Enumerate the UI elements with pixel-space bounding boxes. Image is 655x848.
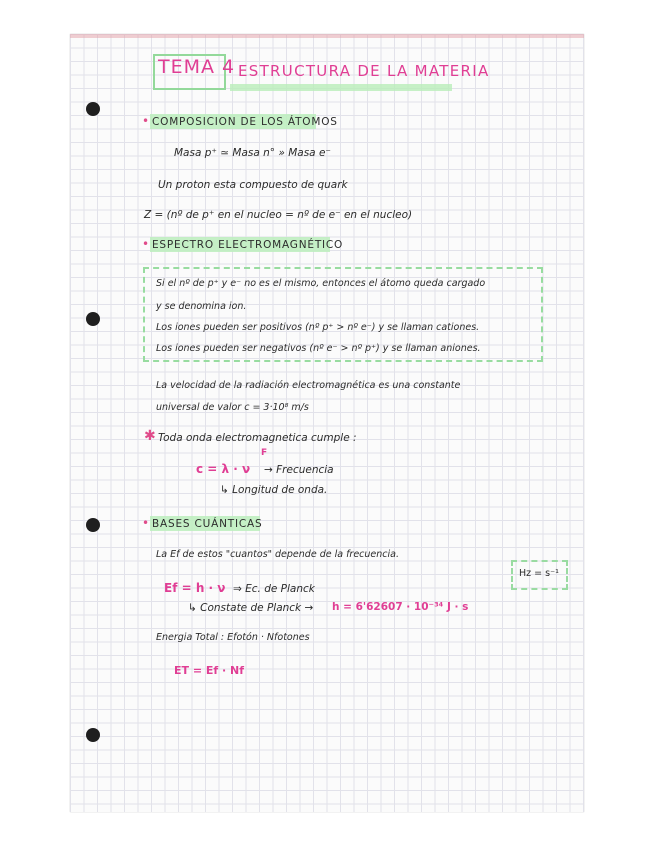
energy-frequency-text: La Ef de estos "cuantos" depende de la frecuencia. — [156, 549, 399, 560]
ion-line: Los iones pueden ser negativos (nº e⁻ > nº p⁺) y se llaman aniones. — [156, 343, 481, 354]
total-energy-text: Energia Total : Efotón · Nfotones — [156, 632, 310, 643]
hz-unit: Hz = s⁻¹ — [519, 568, 559, 579]
wave-note: Toda onda electromagnetica cumple : — [158, 432, 357, 444]
bullet-icon: • — [142, 237, 150, 251]
proton-quark-text: Un proton esta compuesto de quark — [158, 179, 348, 191]
page-title: ESTRUCTURA DE LA MATERIA — [238, 62, 490, 80]
total-energy-formula: ET = Ef · Nf — [174, 664, 245, 677]
title-highlight — [230, 84, 452, 91]
frequency-superscript: F — [261, 448, 268, 458]
planck-equation-label: ⇒ Ec. de Planck — [233, 583, 315, 595]
notebook-page — [70, 34, 584, 812]
velocity-text: La velocidad de la radiación electromagnética es una constante — [156, 380, 461, 391]
frequency-label: → Frecuencia — [264, 464, 334, 476]
binder-hole — [86, 102, 100, 116]
binder-hole — [86, 518, 100, 532]
section-title-composition: COMPOSICION DE LOS ÁTOMOS — [152, 116, 338, 128]
atomic-number-text: Z = (nº de p⁺ en el nucleo = nº de e⁻ en el nucleo) — [144, 209, 413, 221]
binder-hole — [86, 312, 100, 326]
section-title-quantum: BASES CUÁNTICAS — [152, 518, 263, 530]
planck-formula: Ef = h · ν — [164, 581, 226, 595]
binder-hole — [86, 728, 100, 742]
ion-line: Si el nº de p⁺ y e⁻ no es el mismo, entonces el átomo queda cargado — [156, 278, 486, 289]
bullet-icon: • — [142, 516, 150, 530]
title-tab: TEMA 4 — [158, 56, 236, 78]
section-title-spectrum: ESPECTRO ELECTROMAGNÉTICO — [152, 239, 344, 251]
wave-formula: c = λ · ν — [196, 462, 251, 476]
ion-line: y se denomina ion. — [156, 301, 247, 312]
planck-constant-label: ↳ Constate de Planck → — [188, 602, 314, 614]
ion-line: Los iones pueden ser positivos (nº p⁺ > nº e⁻) y se llaman cationes. — [156, 322, 480, 333]
bullet-icon: • — [142, 114, 150, 128]
velocity-value: universal de valor c = 3·10⁸ m/s — [156, 402, 309, 413]
wavelength-label: ↳ Longitud de onda. — [220, 484, 328, 496]
asterisk-icon: ✱ — [144, 428, 156, 444]
planck-constant-value: h = 6'62607 · 10⁻³⁴ J · s — [332, 601, 469, 613]
mass-relation: Masa p⁺ ≃ Masa n° » Masa e⁻ — [174, 147, 331, 159]
